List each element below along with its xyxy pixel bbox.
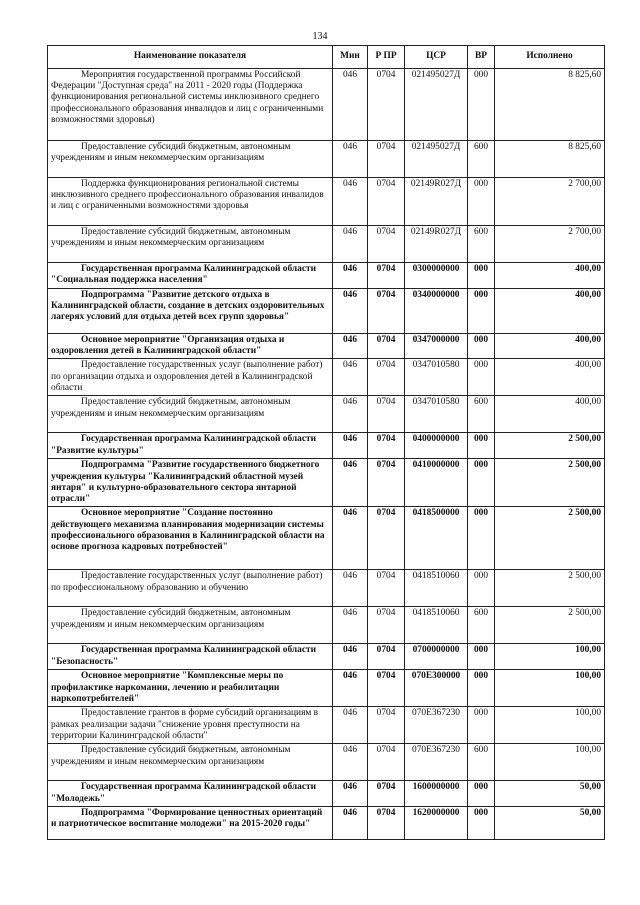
table-row <box>48 744 605 781</box>
table-row <box>48 670 605 707</box>
cell-vr: 600 <box>468 141 495 178</box>
cell-done: 100,00 <box>495 707 605 744</box>
table-row <box>48 359 605 396</box>
cell-min: 046 <box>333 334 368 359</box>
cell-name: Подпрограмма "Развитие государственного бюджетного учреждения культуры "Калининградский областной музей янтаря" и культурно-образовательного сектора янтарной отрасли" <box>48 459 333 507</box>
cell-rpr: 0704 <box>368 459 405 507</box>
cell-name: Подпрограмма "Формирование ценностных ориентаций и патриотическое воспитание молодежи" на 2015-2020 годы" <box>48 806 333 839</box>
cell-done: 100,00 <box>495 644 605 670</box>
cell-min: 046 <box>333 570 368 607</box>
cell-min: 046 <box>333 707 368 744</box>
cell-csr: 0300000000 <box>405 263 468 289</box>
cell-name: Основное мероприятие "Комплексные меры по профилактике наркомании, лечению и реабилитации наркопотребителей" <box>48 670 333 707</box>
cell-vr: 000 <box>468 570 495 607</box>
cell-vr: 000 <box>468 263 495 289</box>
cell-csr: 0347000000 <box>405 334 468 359</box>
cell-rpr: 0704 <box>368 141 405 178</box>
table-row <box>48 507 605 570</box>
cell-vr: 000 <box>468 289 495 334</box>
cell-done: 8 825,60 <box>495 69 605 141</box>
cell-done: 2 500,00 <box>495 433 605 459</box>
cell-min: 046 <box>333 263 368 289</box>
cell-done: 400,00 <box>495 289 605 334</box>
cell-vr: 000 <box>468 806 495 839</box>
cell-done: 2 500,00 <box>495 570 605 607</box>
cell-vr: 600 <box>468 744 495 781</box>
cell-vr: 000 <box>468 670 495 707</box>
cell-name: Предоставление субсидий бюджетным, автономным учреждениям и иным некоммерческим организациям <box>48 607 333 644</box>
cell-name: Предоставление субсидий бюджетным, автономным учреждениям и иным некоммерческим организациям <box>48 226 333 263</box>
cell-csr: 0418500000 <box>405 507 468 570</box>
cell-done: 2 700,00 <box>495 226 605 263</box>
cell-min: 046 <box>333 607 368 644</box>
cell-csr: 0347010580 <box>405 359 468 396</box>
cell-min: 046 <box>333 806 368 839</box>
cell-name: Предоставление грантов в форме субсидий организациям в рамках реализации задачи "снижение уровня преступности на территории Калининградской области" <box>48 707 333 744</box>
cell-min: 046 <box>333 433 368 459</box>
table-row <box>48 781 605 806</box>
header-vr: ВР <box>468 46 495 69</box>
cell-rpr: 0704 <box>368 744 405 781</box>
cell-done: 2 500,00 <box>495 459 605 507</box>
cell-name: Государственная программа Калининградской области "Социальная поддержка населения" <box>48 263 333 289</box>
cell-rpr: 0704 <box>368 644 405 670</box>
cell-vr: 000 <box>468 69 495 141</box>
table-row <box>48 334 605 359</box>
cell-rpr: 0704 <box>368 226 405 263</box>
cell-rpr: 0704 <box>368 289 405 334</box>
table-row <box>48 644 605 670</box>
cell-name: Предоставление субсидий бюджетным, автономным учреждениям и иным некоммерческим организациям <box>48 744 333 781</box>
cell-csr: 0347010580 <box>405 396 468 433</box>
cell-name: Предоставление государственных услуг (выполнение работ) по профессиональному образованию и обучению <box>48 570 333 607</box>
cell-min: 046 <box>333 178 368 226</box>
cell-done: 400,00 <box>495 396 605 433</box>
cell-min: 046 <box>333 459 368 507</box>
cell-name: Государственная программа Калининградской области "Безопасность" <box>48 644 333 670</box>
cell-rpr: 0704 <box>368 334 405 359</box>
cell-rpr: 0704 <box>368 781 405 806</box>
cell-csr: 0418510060 <box>405 570 468 607</box>
cell-vr: 000 <box>468 707 495 744</box>
cell-name: Предоставление субсидий бюджетным, автономным учреждениям и иным некоммерческим организациям <box>48 396 333 433</box>
cell-done: 50,00 <box>495 781 605 806</box>
header-name: Наименование показателя <box>48 46 333 69</box>
cell-csr: 0340000000 <box>405 289 468 334</box>
cell-rpr: 0704 <box>368 670 405 707</box>
cell-done: 50,00 <box>495 806 605 839</box>
cell-csr: 0418510060 <box>405 607 468 644</box>
cell-vr: 000 <box>468 433 495 459</box>
cell-vr: 000 <box>468 334 495 359</box>
cell-vr: 000 <box>468 459 495 507</box>
cell-done: 400,00 <box>495 359 605 396</box>
cell-done: 8 825,60 <box>495 141 605 178</box>
cell-vr: 600 <box>468 226 495 263</box>
cell-done: 100,00 <box>495 744 605 781</box>
cell-csr: 02149R027Д <box>405 178 468 226</box>
cell-csr: 0400000000 <box>405 433 468 459</box>
cell-csr: 1620000000 <box>405 806 468 839</box>
table-row <box>48 707 605 744</box>
cell-min: 046 <box>333 396 368 433</box>
cell-min: 046 <box>333 226 368 263</box>
cell-rpr: 0704 <box>368 263 405 289</box>
table-row <box>48 178 605 226</box>
cell-done: 400,00 <box>495 263 605 289</box>
cell-rpr: 0704 <box>368 69 405 141</box>
cell-name: Основное мероприятие "Создание постоянно действующего механизма планирования модернизации системы профессионального образования в Калининградской области на основе прогноза кадровых потребностей" <box>48 507 333 570</box>
cell-name: Предоставление субсидий бюджетным, автономным учреждениям и иным некоммерческим организациям <box>48 141 333 178</box>
cell-vr: 000 <box>468 178 495 226</box>
header-rpr: Р ПР <box>368 46 405 69</box>
cell-name: Мероприятия государственной программы Российской Федерации "Доступная среда" на 2011 - 2020 годы (Поддержка функционирования региональной системы инклюзивного среднего профессионального образования инвалидов и лиц с ограниченными возможностями здоровья) <box>48 69 333 141</box>
cell-done: 2 700,00 <box>495 178 605 226</box>
cell-min: 046 <box>333 644 368 670</box>
table-row <box>48 141 605 178</box>
cell-csr: 0410000000 <box>405 459 468 507</box>
header-min: Мин <box>333 46 368 69</box>
table-header-row <box>48 46 605 69</box>
cell-name: Подпрограмма "Развитие детского отдыха в Калининградской области, создание в детских оздоровительных лагерях условий для отдыха детей всех групп здоровья" <box>48 289 333 334</box>
cell-done: 2 500,00 <box>495 607 605 644</box>
cell-min: 046 <box>333 744 368 781</box>
table-row <box>48 396 605 433</box>
cell-csr: 070E367230 <box>405 707 468 744</box>
cell-csr: 021495027Д <box>405 141 468 178</box>
cell-done: 100,00 <box>495 670 605 707</box>
cell-name: Основное мероприятие "Организация отдыха и оздоровления детей в Калининградской области" <box>48 334 333 359</box>
table-row <box>48 433 605 459</box>
cell-rpr: 0704 <box>368 507 405 570</box>
cell-rpr: 0704 <box>368 607 405 644</box>
header-csr: ЦСР <box>405 46 468 69</box>
cell-rpr: 0704 <box>368 707 405 744</box>
cell-min: 046 <box>333 781 368 806</box>
cell-name: Поддержка функционирования региональной системы инклюзивного среднего профессионального образования инвалидов и лиц с ограниченными возможностями здоровья <box>48 178 333 226</box>
table-row <box>48 263 605 289</box>
table-row <box>48 570 605 607</box>
cell-rpr: 0704 <box>368 359 405 396</box>
cell-rpr: 0704 <box>368 806 405 839</box>
table-row <box>48 69 605 141</box>
cell-csr: 070E367230 <box>405 744 468 781</box>
cell-min: 046 <box>333 670 368 707</box>
cell-min: 046 <box>333 141 368 178</box>
cell-vr: 600 <box>468 607 495 644</box>
cell-min: 046 <box>333 359 368 396</box>
cell-vr: 600 <box>468 396 495 433</box>
cell-rpr: 0704 <box>368 570 405 607</box>
cell-vr: 000 <box>468 359 495 396</box>
cell-csr: 02149R027Д <box>405 226 468 263</box>
cell-vr: 000 <box>468 781 495 806</box>
table-row <box>48 607 605 644</box>
header-done: Исполнено <box>495 46 605 69</box>
cell-rpr: 0704 <box>368 433 405 459</box>
cell-done: 2 500,00 <box>495 507 605 570</box>
cell-name: Государственная программа Калининградской области "Молодежь" <box>48 781 333 806</box>
cell-rpr: 0704 <box>368 396 405 433</box>
budget-table <box>47 45 605 840</box>
cell-min: 046 <box>333 289 368 334</box>
cell-min: 046 <box>333 507 368 570</box>
cell-csr: 0700000000 <box>405 644 468 670</box>
cell-csr: 1600000000 <box>405 781 468 806</box>
page-number: 134 <box>312 31 328 42</box>
cell-csr: 021495027Д <box>405 69 468 141</box>
table-row <box>48 226 605 263</box>
table-row <box>48 806 605 839</box>
cell-rpr: 0704 <box>368 178 405 226</box>
cell-done: 400,00 <box>495 334 605 359</box>
cell-vr: 000 <box>468 644 495 670</box>
cell-min: 046 <box>333 69 368 141</box>
cell-vr: 000 <box>468 507 495 570</box>
table-row <box>48 459 605 507</box>
cell-csr: 070E300000 <box>405 670 468 707</box>
table-row <box>48 289 605 334</box>
cell-name: Государственная программа Калининградской области "Развитие культуры" <box>48 433 333 459</box>
cell-name: Предоставление государственных услуг (выполнение работ) по организации отдыха и оздоровления детей в Калининградской области <box>48 359 333 396</box>
